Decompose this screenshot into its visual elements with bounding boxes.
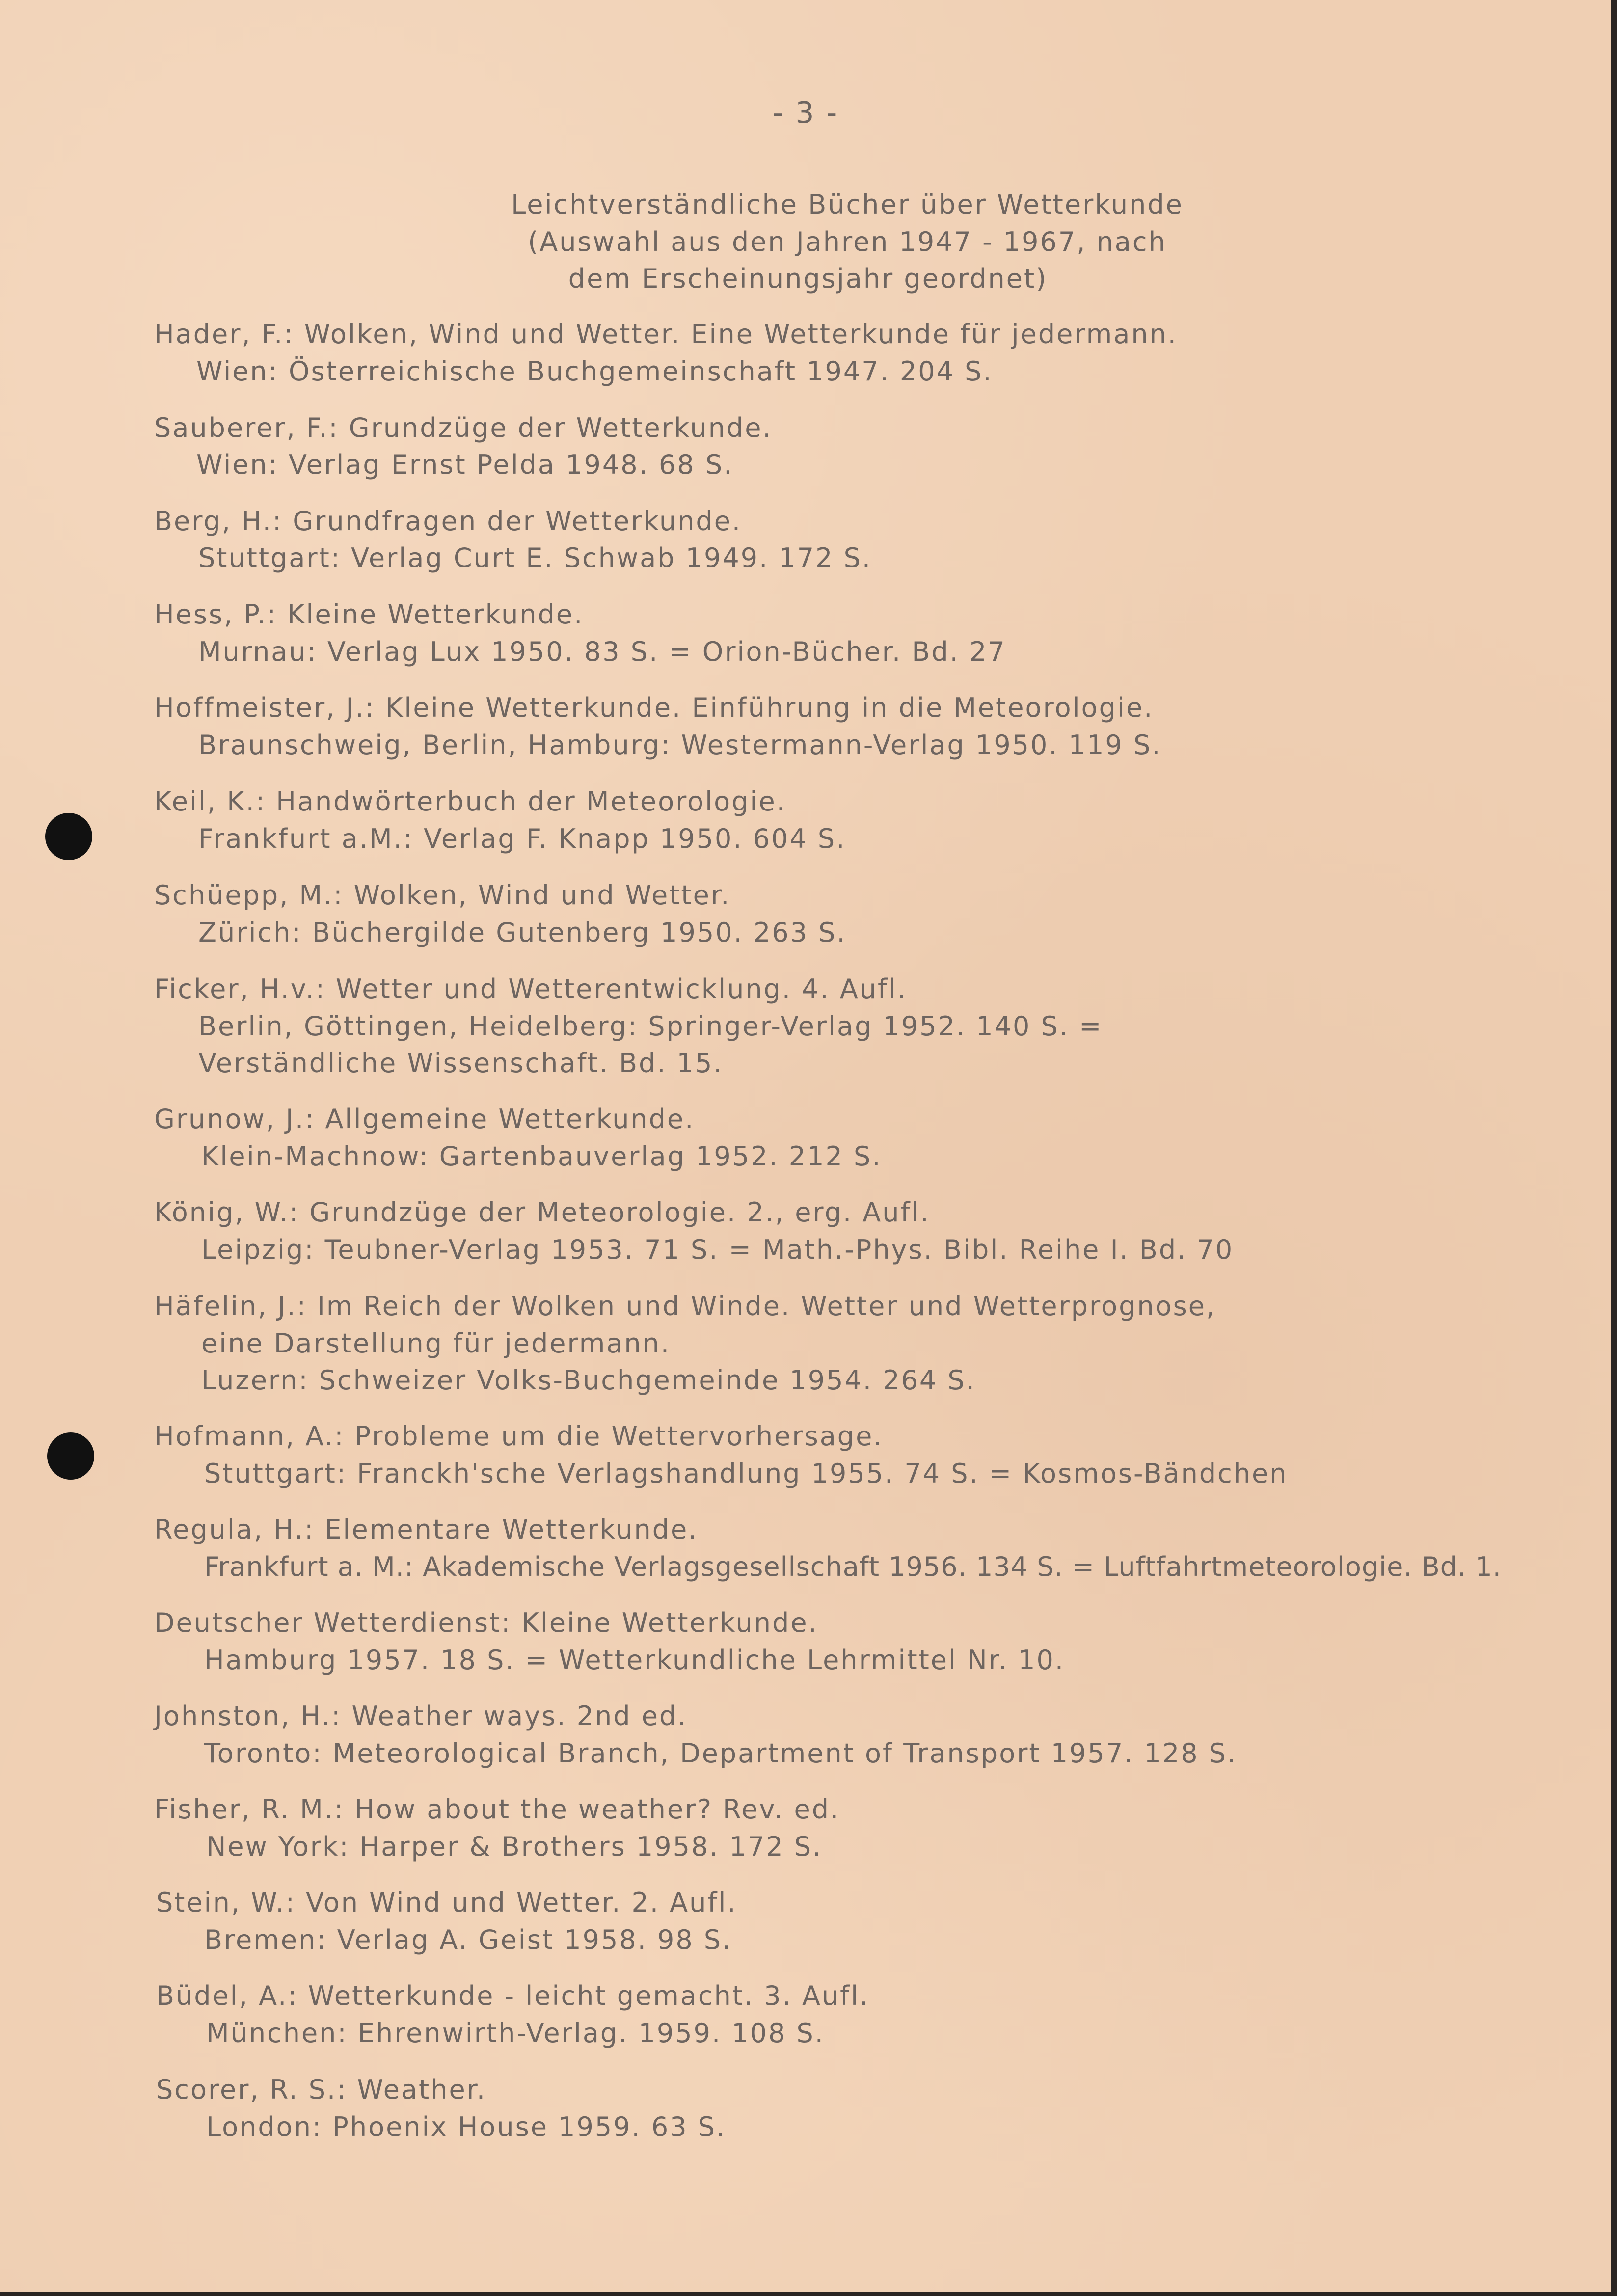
entry-author-title: Grunow, J.: Allgemeine Wetterkunde. bbox=[154, 1104, 695, 1134]
entry-publication: Berlin, Göttingen, Heidelberg: Springer-Verlag 1952. 140 S. = bbox=[198, 1011, 1103, 1042]
entry-publication: Stuttgart: Franckh'sche Verlagshandlung 1955. 74 S. = Kosmos-Bändchen bbox=[204, 1458, 1288, 1489]
entry-publication: Frankfurt a.M.: Verlag F. Knapp 1950. 604 S. bbox=[198, 823, 846, 854]
entry-author-title: Schüepp, M.: Wolken, Wind und Wetter. bbox=[154, 880, 731, 911]
entry-publication: Verständliche Wissenschaft. Bd. 15. bbox=[198, 1048, 724, 1079]
entry-publication: Wien: Verlag Ernst Pelda 1948. 68 S. bbox=[196, 449, 734, 480]
entry-publication: Bremen: Verlag A. Geist 1958. 98 S. bbox=[204, 1924, 732, 1955]
entry-author-title: Hader, F.: Wolken, Wind und Wetter. Eine Wetterkunde für jedermann. bbox=[154, 319, 1178, 350]
punch-hole bbox=[47, 1432, 94, 1480]
entry-author-title: Ficker, H.v.: Wetter und Wetterentwicklung. 4. Aufl. bbox=[154, 973, 908, 1004]
entry-author-title: Deutscher Wetterdienst: Kleine Wetterkunde. bbox=[154, 1607, 818, 1638]
entry-author-title: König, W.: Grundzüge der Meteorologie. 2., erg. Aufl. bbox=[154, 1197, 930, 1228]
entry-publication: New York: Harper & Brothers 1958. 172 S. bbox=[206, 1831, 823, 1862]
entry-publication: Klein-Machnow: Gartenbauverlag 1952. 212 S. bbox=[201, 1141, 882, 1172]
entry-publication: Murnau: Verlag Lux 1950. 83 S. = Orion-Bücher. Bd. 27 bbox=[198, 636, 1006, 667]
entry-author-title: Hess, P.: Kleine Wetterkunde. bbox=[154, 599, 584, 630]
entry-author-title: Fisher, R. M.: How about the weather? Rev. ed. bbox=[154, 1794, 840, 1825]
entry-author-title: Johnston, H.: Weather ways. 2nd ed. bbox=[154, 1701, 688, 1731]
entry-author-title: Hoffmeister, J.: Kleine Wetterkunde. Einführung in die Meteorologie. bbox=[154, 692, 1154, 723]
entry-publication: eine Darstellung für jedermann. bbox=[201, 1328, 671, 1359]
heading-line-1: Leichtverständliche Bücher über Wetterkunde bbox=[511, 189, 1184, 220]
entry-publication: Zürich: Büchergilde Gutenberg 1950. 263 S. bbox=[198, 917, 847, 948]
entry-author-title: Hofmann, A.: Probleme um die Wettervorhersage. bbox=[154, 1421, 884, 1452]
punch-hole bbox=[45, 813, 92, 860]
page-number: - 3 - bbox=[772, 96, 839, 130]
entry-author-title: Regula, H.: Elementare Wetterkunde. bbox=[154, 1514, 699, 1545]
entry-publication: Toronto: Meteorological Branch, Department of Transport 1957. 128 S. bbox=[204, 1738, 1238, 1769]
entry-publication: Braunschweig, Berlin, Hamburg: Westermann-Verlag 1950. 119 S. bbox=[198, 729, 1162, 760]
entry-publication: London: Phoenix House 1959. 63 S. bbox=[206, 2111, 727, 2142]
heading-line-3: dem Erscheinungsjahr geordnet) bbox=[568, 263, 1048, 294]
entry-publication: Stuttgart: Verlag Curt E. Schwab 1949. 172 S. bbox=[198, 542, 872, 573]
heading-line-2: (Auswahl aus den Jahren 1947 - 1967, nach bbox=[528, 226, 1167, 257]
entry-author-title: Scorer, R. S.: Weather. bbox=[156, 2074, 487, 2105]
entry-author-title: Büdel, A.: Wetterkunde - leicht gemacht. 3. Aufl. bbox=[156, 1980, 870, 2011]
entry-publication: Wien: Österreichische Buchgemeinschaft 1947. 204 S. bbox=[196, 356, 993, 387]
entry-publication: Leipzig: Teubner-Verlag 1953. 71 S. = Math.-Phys. Bibl. Reihe I. Bd. 70 bbox=[201, 1234, 1234, 1265]
entry-publication: Hamburg 1957. 18 S. = Wetterkundliche Lehrmittel Nr. 10. bbox=[204, 1645, 1065, 1675]
entry-author-title: Keil, K.: Handwörterbuch der Meteorologie. bbox=[154, 786, 786, 817]
entry-author-title: Sauberer, F.: Grundzüge der Wetterkunde. bbox=[154, 412, 773, 443]
entry-author-title: Stein, W.: Von Wind und Wetter. 2. Aufl. bbox=[156, 1887, 737, 1918]
entry-author-title: Berg, H.: Grundfragen der Wetterkunde. bbox=[154, 506, 742, 537]
entry-publication: Frankfurt a. M.: Akademische Verlagsgesellschaft 1956. 134 S. = Luftfahrtmeteorologie. Bd. 1. bbox=[204, 1551, 1502, 1582]
entry-publication: Luzern: Schweizer Volks-Buchgemeinde 1954. 264 S. bbox=[201, 1365, 976, 1396]
entry-author-title: Häfelin, J.: Im Reich der Wolken und Winde. Wetter und Wetterprognose, bbox=[154, 1291, 1216, 1322]
entry-publication: München: Ehrenwirth-Verlag. 1959. 108 S. bbox=[206, 2018, 825, 2049]
